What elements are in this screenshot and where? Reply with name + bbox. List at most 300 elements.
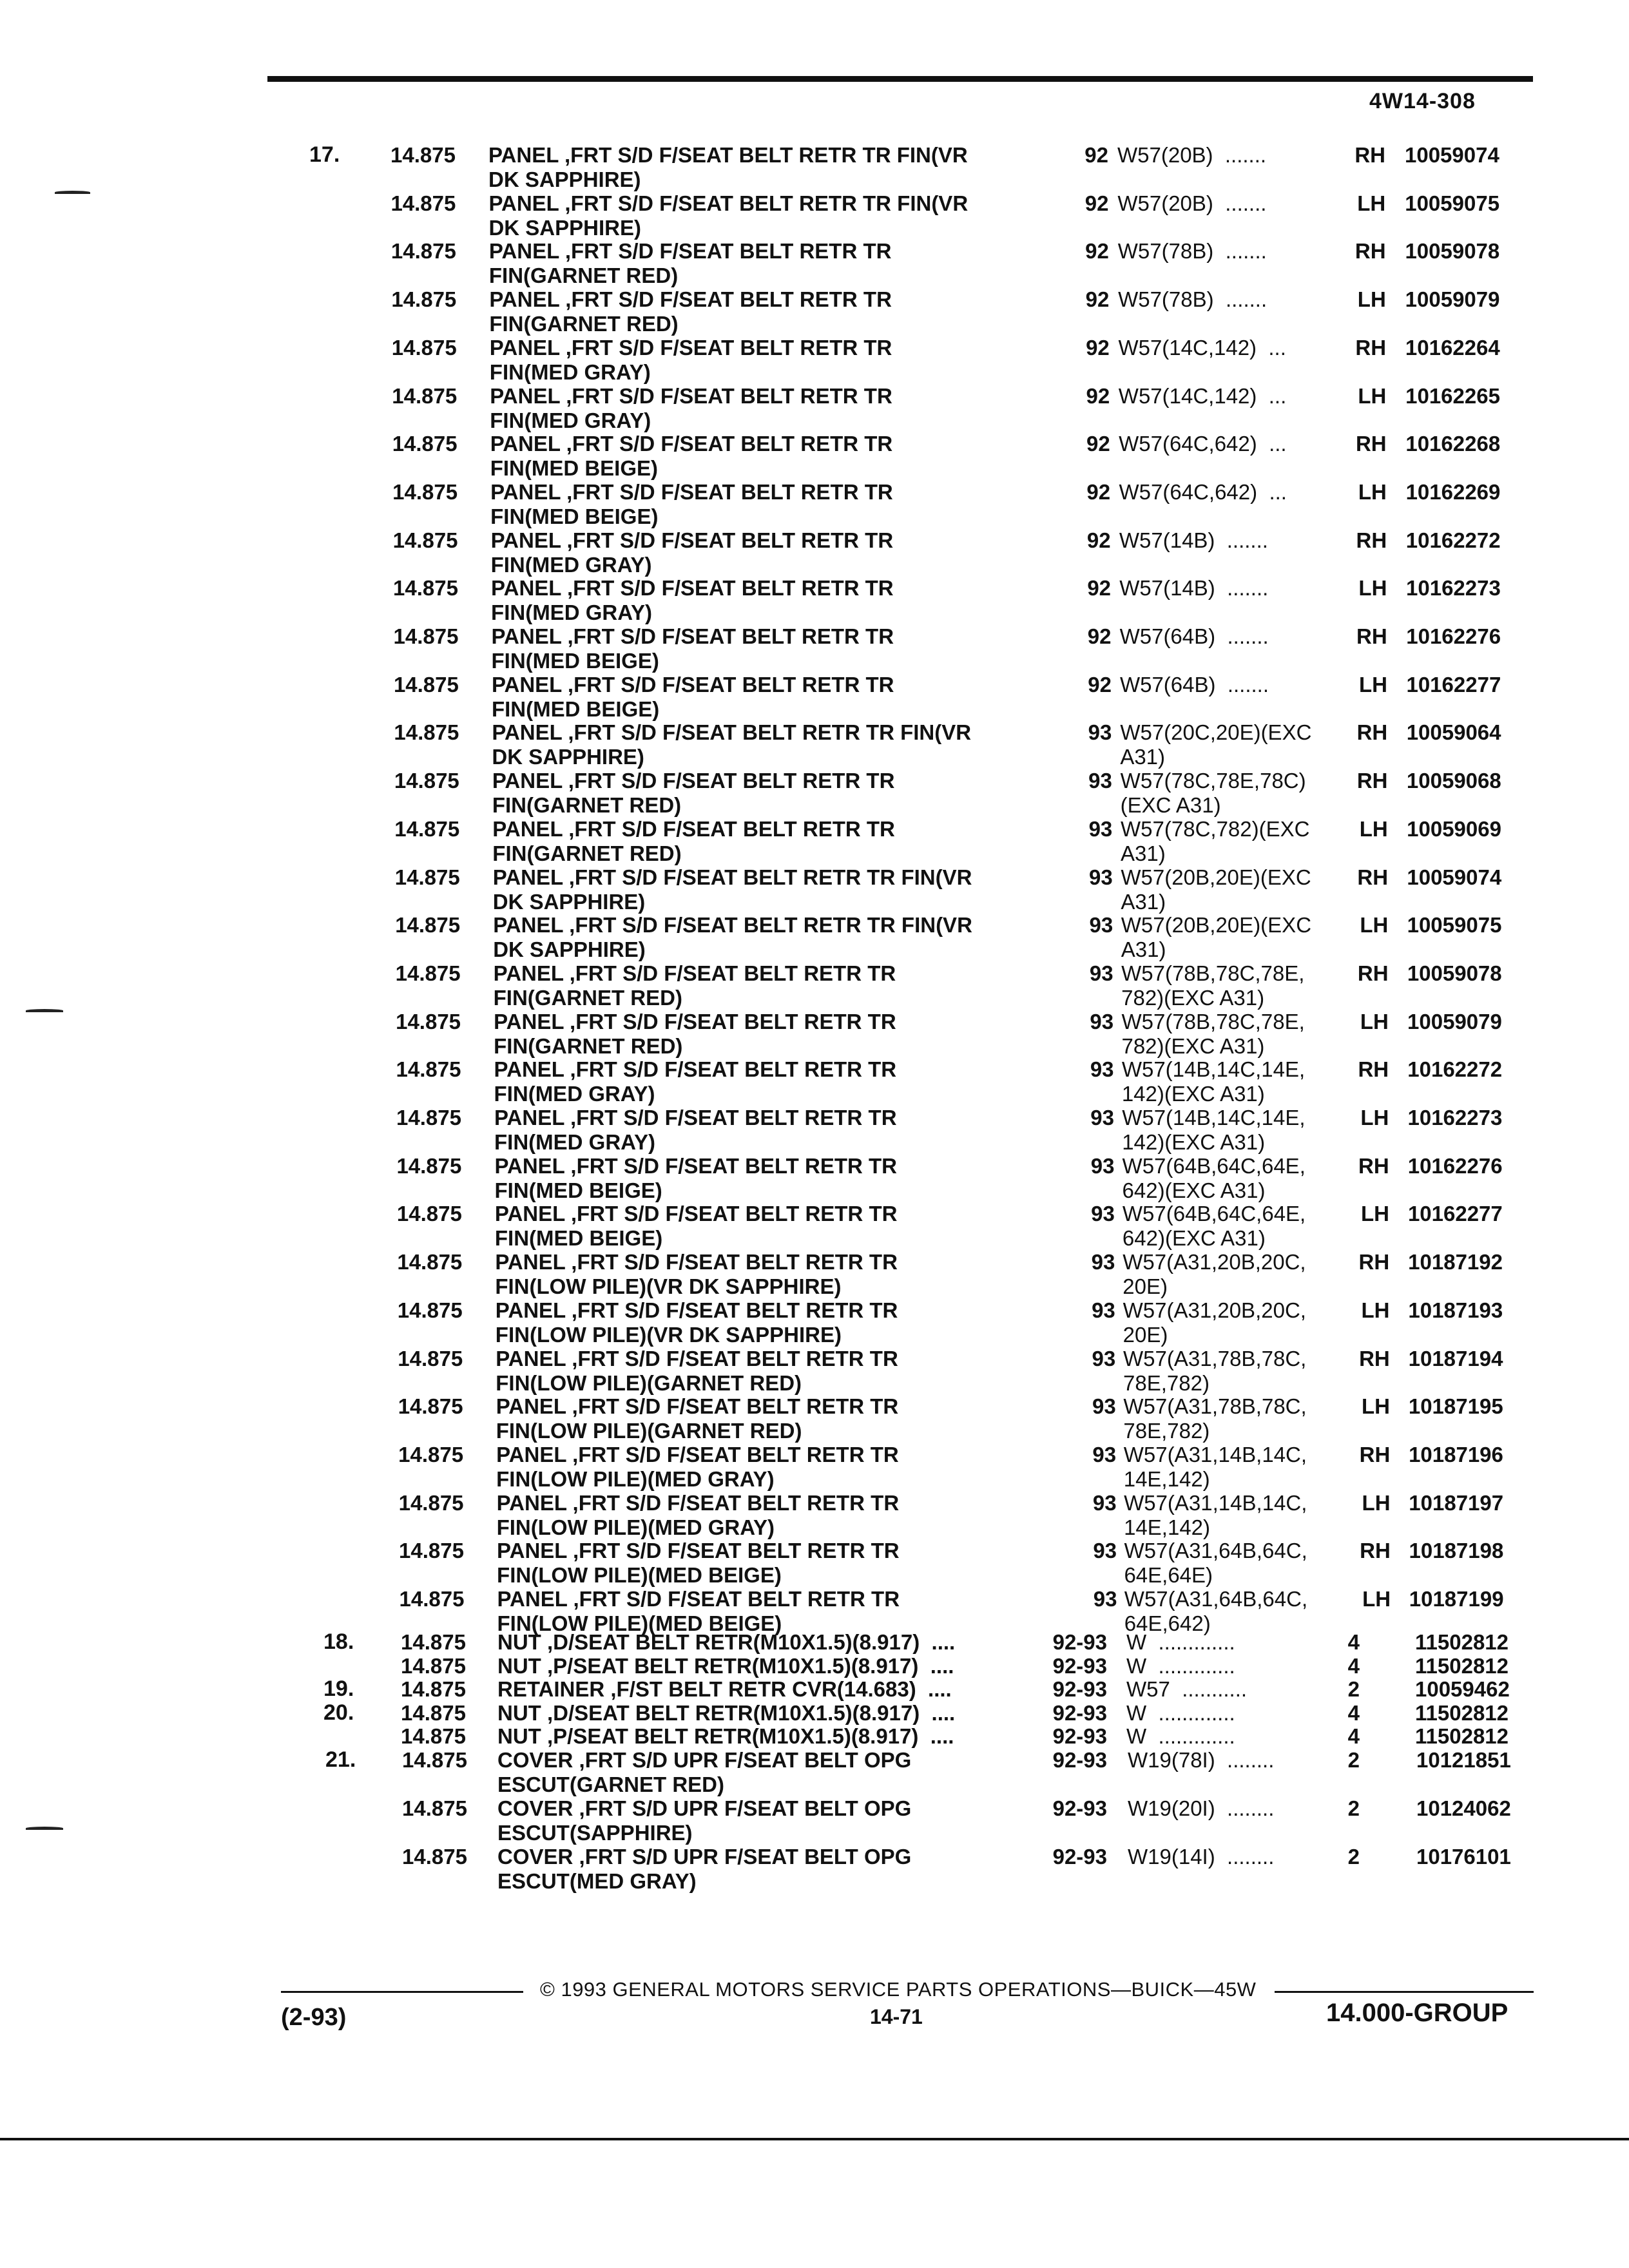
quantity: 2: [1347, 1677, 1360, 1701]
part-description-cont: FIN(MED BEIGE): [491, 697, 660, 721]
footer-rule-right: [1275, 1991, 1534, 1993]
part-number: 10059069: [1407, 817, 1501, 841]
part-description-cont: FIN(GARNET RED): [489, 312, 679, 336]
model-year: 92-93: [1052, 1654, 1107, 1678]
part-number: 10187193: [1408, 1298, 1503, 1322]
model-year: 92-93: [1052, 1724, 1107, 1748]
model-year: 93: [1092, 1347, 1116, 1370]
model-year: 92: [1084, 143, 1108, 167]
table-row: [0, 480, 1629, 528]
model-usage-cont: 642)(EXC A31): [1122, 1226, 1266, 1250]
model-usage: W19(20I) ........: [1128, 1796, 1275, 1820]
part-number: 10187196: [1409, 1443, 1503, 1466]
table-row: [0, 287, 1629, 335]
item-number: 18.: [323, 1629, 354, 1654]
part-description: NUT ,D/SEAT BELT RETR(M10X1.5)(8.917) ....: [497, 1701, 956, 1725]
part-description-cont: FIN(MED GRAY): [490, 553, 652, 577]
model-usage: W57(A31,14B,14C,: [1123, 1443, 1307, 1466]
model-usage: W19(78I) ........: [1128, 1748, 1275, 1772]
hole-punch-mark: [26, 1827, 63, 1830]
table-row: [0, 865, 1629, 913]
part-number: 11502812: [1415, 1701, 1509, 1725]
footer-rule-left: [281, 1991, 523, 1993]
model-usage-cont: A31): [1121, 890, 1166, 914]
side-indicator: LH: [1358, 576, 1387, 600]
table-row: [0, 1298, 1629, 1346]
table-row: [0, 1539, 1629, 1586]
part-number: 10059078: [1407, 961, 1502, 985]
item-number: 20.: [323, 1700, 354, 1725]
model-year: 92-93: [1052, 1630, 1107, 1654]
part-number: 11502812: [1415, 1724, 1509, 1748]
model-usage: W57(14B,14C,14E,: [1122, 1106, 1306, 1129]
table-row: [0, 624, 1629, 672]
table-row: [0, 1394, 1629, 1442]
group-number: 14.875: [394, 769, 459, 793]
group-number: 14.875: [390, 143, 456, 167]
group-number: 14.875: [390, 239, 456, 263]
part-number: 10162265: [1405, 384, 1500, 408]
model-year: 93: [1090, 1154, 1115, 1178]
model-year: 93: [1090, 1057, 1114, 1081]
part-description-cont: FIN(LOW PILE)(VR DK SAPPHIRE): [495, 1274, 842, 1298]
part-number: 10059462: [1415, 1677, 1510, 1701]
model-year: 93: [1089, 865, 1113, 889]
model-year: 92: [1085, 239, 1109, 263]
quantity: 4: [1347, 1724, 1360, 1748]
model-year: 93: [1088, 720, 1112, 744]
part-description-cont: FIN(MED BEIGE): [491, 649, 659, 673]
side-indicator: LH: [1360, 1202, 1389, 1225]
part-description-cont: FIN(GARNET RED): [492, 841, 682, 865]
side-indicator: LH: [1358, 480, 1387, 504]
table-row: [0, 720, 1629, 768]
side-indicator: LH: [1357, 287, 1386, 311]
side-indicator: RH: [1356, 720, 1388, 744]
part-number: 10059064: [1406, 720, 1501, 744]
part-description: PANEL ,FRT S/D F/SEAT BELT RETR TR: [497, 1587, 900, 1611]
group-number: 14.875: [396, 1154, 462, 1178]
model-usage: W19(14I) ........: [1128, 1845, 1275, 1869]
model-usage: W57(64C,642) ...: [1119, 480, 1287, 504]
part-number: 10162273: [1406, 576, 1501, 600]
part-description: PANEL ,FRT S/D F/SEAT BELT RETR TR: [491, 576, 894, 600]
group-number: 14.875: [398, 1394, 463, 1418]
part-description: PANEL ,FRT S/D F/SEAT BELT RETR TR FIN(VR: [493, 913, 972, 937]
table-row: [0, 576, 1629, 624]
part-description: PANEL ,FRT S/D F/SEAT BELT RETR TR: [489, 287, 892, 311]
table-row: [0, 1443, 1629, 1490]
part-number: 10162268: [1405, 432, 1501, 456]
model-year: 92: [1085, 287, 1110, 311]
side-indicator: RH: [1360, 1539, 1391, 1562]
side-indicator: LH: [1362, 1491, 1391, 1515]
hole-punch-mark: [26, 1009, 63, 1012]
group-number: 14.875: [397, 1250, 463, 1274]
side-indicator: LH: [1359, 817, 1388, 841]
table-row: [0, 239, 1629, 287]
part-description: COVER ,FRT S/D UPR F/SEAT BELT OPG: [497, 1845, 912, 1869]
group-number: 14.875: [392, 432, 458, 456]
group-number: 14.875: [396, 1202, 462, 1225]
group-number: 14.875: [391, 336, 457, 360]
side-indicator: LH: [1358, 384, 1387, 408]
model-usage: W57(A31,78B,78C,: [1123, 1394, 1307, 1418]
part-number: 10162272: [1405, 528, 1501, 552]
model-year: 93: [1092, 1491, 1117, 1515]
model-usage-cont: 78E,782): [1123, 1371, 1210, 1395]
model-usage: W57(A31,20B,20C,: [1123, 1298, 1306, 1322]
model-usage: W57(78C,78E,78C): [1120, 769, 1306, 793]
group-number: 14.875: [393, 673, 459, 697]
model-year: 93: [1093, 1539, 1117, 1562]
group-number: 14.875: [396, 1057, 461, 1081]
part-description: PANEL ,FRT S/D F/SEAT BELT RETR TR: [494, 1057, 897, 1081]
model-year: 92: [1087, 576, 1112, 600]
part-description-cont: FIN(LOW PILE)(GARNET RED): [496, 1419, 802, 1443]
table-row: [0, 913, 1629, 961]
group-number: 14.875: [396, 1010, 461, 1033]
part-number: 10059078: [1405, 239, 1500, 263]
part-description-cont: FIN(GARNET RED): [492, 793, 682, 817]
group-number: 14.875: [394, 720, 459, 744]
part-description-cont: FIN(LOW PILE)(MED BEIGE): [497, 1563, 782, 1587]
model-usage-cont: 782)(EXC A31): [1121, 1034, 1265, 1058]
model-usage-cont: 142)(EXC A31): [1121, 1082, 1265, 1106]
part-description: PANEL ,FRT S/D F/SEAT BELT RETR TR: [496, 1347, 898, 1370]
part-number: 10059079: [1407, 1010, 1502, 1033]
table-row: [0, 432, 1629, 479]
part-description: PANEL ,FRT S/D F/SEAT BELT RETR TR: [488, 239, 892, 263]
part-description: NUT ,D/SEAT BELT RETR(M10X1.5)(8.917) ....: [497, 1630, 956, 1654]
part-description-cont: DK SAPPHIRE): [488, 216, 641, 240]
model-usage: W57(A31,64B,64C,: [1124, 1539, 1307, 1562]
part-description: PANEL ,FRT S/D F/SEAT BELT RETR TR: [497, 1539, 900, 1562]
group-title: 14.000-GROUP: [1326, 1999, 1509, 2027]
quantity: 4: [1347, 1630, 1360, 1654]
part-description: PANEL ,FRT S/D F/SEAT BELT RETR TR: [492, 817, 895, 841]
model-usage: W .............: [1126, 1701, 1235, 1725]
model-usage: W57(20B) .......: [1117, 143, 1267, 167]
group-number: 14.875: [401, 1630, 466, 1654]
part-description: PANEL ,FRT S/D F/SEAT BELT RETR TR: [496, 1394, 899, 1418]
part-number: 10162272: [1407, 1057, 1503, 1081]
part-description: PANEL ,FRT S/D F/SEAT BELT RETR TR FIN(VR: [488, 143, 968, 167]
table-row: [0, 1724, 1629, 1749]
group-number: 14.875: [401, 1654, 466, 1678]
part-number: 10187199: [1409, 1587, 1504, 1611]
group-number: 14.875: [398, 1491, 464, 1515]
part-description-cont: FIN(LOW PILE)(VR DK SAPPHIRE): [495, 1323, 842, 1347]
group-number: 14.875: [399, 1587, 465, 1611]
side-indicator: RH: [1358, 1250, 1390, 1274]
part-description-cont: FIN(MED GRAY): [494, 1130, 655, 1154]
part-number: 10187198: [1409, 1539, 1504, 1562]
model-usage-cont: A31): [1120, 745, 1166, 769]
part-description: PANEL ,FRT S/D F/SEAT BELT RETR TR: [490, 480, 893, 504]
quantity: 4: [1347, 1701, 1360, 1725]
model-usage: W57(20B,20E)(EXC: [1121, 865, 1311, 889]
model-year: 92: [1086, 336, 1110, 360]
part-number: 10162273: [1407, 1106, 1503, 1129]
item-number: 19.: [323, 1677, 354, 1701]
group-number: 14.875: [402, 1845, 467, 1869]
page-bottom-rule: [0, 2138, 1629, 2140]
part-number: 10059074: [1405, 143, 1499, 167]
table-row: [0, 1154, 1629, 1202]
part-description-cont: ESCUT(MED GRAY): [497, 1869, 697, 1893]
part-description: RETAINER ,F/ST BELT RETR CVR(14.683) ....: [497, 1677, 952, 1701]
table-row: [0, 528, 1629, 576]
part-number: 11502812: [1415, 1630, 1509, 1654]
part-description: PANEL ,FRT S/D F/SEAT BELT RETR TR: [489, 336, 892, 360]
table-row: [0, 1796, 1629, 1844]
side-indicator: RH: [1354, 143, 1385, 167]
model-usage: W57(78B) .......: [1118, 287, 1268, 311]
part-description: NUT ,P/SEAT BELT RETR(M10X1.5)(8.917) ....: [497, 1724, 954, 1748]
model-usage: W .............: [1126, 1724, 1235, 1748]
part-description-cont: FIN(GARNET RED): [494, 1034, 683, 1058]
side-indicator: LH: [1360, 1106, 1389, 1129]
table-row: [0, 1491, 1629, 1539]
part-number: 10187197: [1409, 1491, 1504, 1515]
side-indicator: RH: [1359, 1347, 1390, 1370]
part-number: 10162269: [1405, 480, 1501, 504]
item-number: 21.: [325, 1747, 356, 1772]
model-usage-cont: 64E,642): [1124, 1611, 1211, 1635]
side-indicator: LH: [1362, 1587, 1391, 1611]
group-number: 14.875: [395, 961, 461, 985]
quantity: 2: [1347, 1796, 1360, 1820]
model-usage: W57(20C,20E)(EXC: [1120, 720, 1312, 744]
part-description-cont: FIN(MED GRAY): [490, 408, 651, 432]
side-indicator: RH: [1354, 239, 1386, 263]
side-indicator: LH: [1357, 191, 1386, 215]
revision-date: (2-93): [281, 2004, 347, 2031]
model-usage: W57(64B) .......: [1119, 673, 1269, 697]
part-description: PANEL ,FRT S/D F/SEAT BELT RETR TR: [494, 1202, 898, 1225]
part-description: PANEL ,FRT S/D F/SEAT BELT RETR TR: [494, 1010, 896, 1033]
model-usage-cont: 20E): [1123, 1274, 1168, 1298]
quantity: 4: [1347, 1654, 1360, 1678]
part-number: 10187195: [1408, 1394, 1503, 1418]
part-description: COVER ,FRT S/D UPR F/SEAT BELT OPG: [497, 1796, 912, 1820]
part-number: 10187194: [1408, 1347, 1503, 1370]
part-description: PANEL ,FRT S/D F/SEAT BELT RETR TR: [490, 384, 892, 408]
model-usage: W57(64C,642) ...: [1119, 432, 1287, 456]
model-year: 93: [1089, 913, 1113, 937]
model-year: 92-93: [1052, 1748, 1107, 1772]
part-number: 10176101: [1416, 1845, 1511, 1869]
model-year: 93: [1089, 961, 1113, 985]
group-number: 14.875: [392, 384, 458, 408]
part-description: PANEL ,FRT S/D F/SEAT BELT RETR TR FIN(VR: [492, 720, 972, 744]
model-year: 93: [1092, 1298, 1115, 1322]
part-number: 11502812: [1415, 1654, 1509, 1678]
model-year: 93: [1088, 769, 1112, 793]
model-year: 92: [1086, 432, 1110, 456]
part-description-cont: FIN(MED BEIGE): [494, 1226, 663, 1250]
side-indicator: RH: [1358, 1057, 1389, 1081]
model-usage: W57(14C,142) ...: [1118, 384, 1287, 408]
part-description-cont: FIN(MED BEIGE): [494, 1178, 662, 1202]
model-usage: W57(14B,14C,14E,: [1121, 1057, 1306, 1081]
part-description-cont: FIN(MED BEIGE): [490, 505, 659, 528]
group-number: 14.875: [401, 1677, 466, 1701]
model-usage: W .............: [1126, 1654, 1235, 1678]
table-row: [0, 1845, 1629, 1892]
side-indicator: RH: [1355, 336, 1387, 360]
part-description: PANEL ,FRT S/D F/SEAT BELT RETR TR: [496, 1443, 899, 1466]
model-usage: W57(64B) .......: [1119, 624, 1269, 648]
part-description: PANEL ,FRT S/D F/SEAT BELT RETR TR: [495, 1250, 898, 1274]
table-row: [0, 1057, 1629, 1105]
group-number: 14.875: [390, 191, 456, 215]
part-description: PANEL ,FRT S/D F/SEAT BELT RETR TR FIN(VR: [492, 865, 972, 889]
model-usage: W57(78B,78C,78E,: [1121, 961, 1305, 985]
side-indicator: RH: [1356, 624, 1387, 648]
model-year: 92-93: [1052, 1701, 1107, 1725]
group-number: 14.875: [393, 624, 459, 648]
side-indicator: LH: [1362, 1394, 1391, 1418]
group-number: 14.875: [392, 528, 458, 552]
model-year: 93: [1090, 1010, 1114, 1033]
model-usage: W57(64B,64C,64E,: [1122, 1202, 1306, 1225]
part-description-cont: FIN(LOW PILE)(MED BEIGE): [497, 1611, 782, 1635]
side-indicator: RH: [1355, 432, 1387, 456]
table-row: [0, 336, 1629, 383]
model-year: 93: [1090, 1106, 1114, 1129]
part-description-cont: DK SAPPHIRE): [492, 745, 644, 769]
side-indicator: LH: [1358, 673, 1387, 697]
copyright-notice: © 1993 GENERAL MOTORS SERVICE PARTS OPERATIONS—BUICK—45W: [540, 1978, 1257, 2001]
side-indicator: LH: [1361, 1298, 1390, 1322]
part-description-cont: FIN(GARNET RED): [493, 986, 682, 1010]
side-indicator: LH: [1360, 913, 1389, 937]
quantity: 2: [1347, 1845, 1360, 1869]
part-number: 10059075: [1407, 913, 1502, 937]
model-year: 93: [1091, 1202, 1115, 1225]
table-row: [0, 1654, 1629, 1678]
part-description-cont: ESCUT(GARNET RED): [497, 1773, 724, 1796]
table-row: [0, 384, 1629, 432]
part-number: 10121851: [1416, 1748, 1511, 1772]
side-indicator: RH: [1356, 528, 1387, 552]
model-year: 92: [1087, 624, 1112, 648]
model-year: 93: [1093, 1587, 1117, 1611]
part-description-cont: FIN(MED GRAY): [491, 601, 652, 624]
model-usage: W57 ...........: [1126, 1677, 1248, 1701]
model-usage-cont: 642)(EXC A31): [1122, 1178, 1266, 1202]
part-description: PANEL ,FRT S/D F/SEAT BELT RETR TR: [492, 769, 895, 793]
model-usage-cont: (EXC A31): [1120, 793, 1221, 817]
part-description: PANEL ,FRT S/D F/SEAT BELT RETR TR: [490, 432, 893, 456]
group-number: 14.875: [393, 576, 458, 600]
model-year: 92-93: [1052, 1677, 1107, 1701]
part-description-cont: DK SAPPHIRE): [492, 890, 646, 914]
part-description-cont: FIN(MED BEIGE): [490, 456, 659, 480]
part-description-cont: DK SAPPHIRE): [488, 168, 641, 191]
model-year: 92-93: [1052, 1845, 1107, 1869]
table-row: [0, 817, 1629, 865]
model-year: 92: [1086, 384, 1110, 408]
part-description: PANEL ,FRT S/D F/SEAT BELT RETR TR: [490, 528, 894, 552]
model-year: 93: [1092, 1443, 1117, 1466]
model-usage: W .............: [1126, 1630, 1235, 1654]
group-number: 14.875: [401, 1724, 466, 1748]
part-number: 10059075: [1405, 191, 1500, 215]
table-row: [0, 1630, 1629, 1655]
model-usage-cont: A31): [1121, 841, 1166, 865]
table-row: [0, 1106, 1629, 1153]
group-number: 14.875: [394, 865, 460, 889]
table-row: [0, 1701, 1629, 1725]
table-row: [0, 1677, 1629, 1702]
part-number: 10187192: [1408, 1250, 1503, 1274]
part-description: PANEL ,FRT S/D F/SEAT BELT RETR TR: [491, 673, 894, 697]
part-description: PANEL ,FRT S/D F/SEAT BELT RETR TR: [491, 624, 894, 648]
part-number: 10059074: [1407, 865, 1502, 889]
side-indicator: RH: [1358, 1154, 1389, 1178]
group-number: 14.875: [391, 287, 457, 311]
part-number: 10059068: [1406, 769, 1501, 793]
part-number: 10124062: [1416, 1796, 1511, 1820]
table-row: [0, 673, 1629, 720]
side-indicator: RH: [1357, 961, 1389, 985]
part-number: 10162277: [1407, 1202, 1503, 1225]
model-usage: W57(64B,64C,64E,: [1122, 1154, 1306, 1178]
part-description: NUT ,P/SEAT BELT RETR(M10X1.5)(8.917) ....: [497, 1654, 954, 1678]
model-usage-cont: 20E): [1123, 1323, 1168, 1347]
model-usage: W57(78B,78C,78E,: [1121, 1010, 1305, 1033]
model-usage-cont: 78E,782): [1123, 1419, 1210, 1443]
group-number: 14.875: [399, 1539, 464, 1562]
part-description-cont: DK SAPPHIRE): [493, 937, 646, 961]
page-number: 14-71: [870, 2005, 923, 2028]
model-year: 92-93: [1052, 1796, 1107, 1820]
side-indicator: LH: [1360, 1010, 1389, 1033]
group-number: 14.875: [397, 1298, 463, 1322]
group-number: 14.875: [394, 817, 460, 841]
model-year: 92: [1088, 673, 1112, 697]
model-usage: W57(20B) .......: [1117, 191, 1267, 215]
part-description-cont: FIN(LOW PILE)(GARNET RED): [496, 1371, 802, 1395]
group-number: 14.875: [398, 1443, 464, 1466]
part-description-cont: FIN(MED GRAY): [494, 1082, 655, 1106]
group-number: 14.875: [401, 1701, 466, 1725]
group-number: 14.875: [402, 1748, 467, 1772]
table-row: [0, 1010, 1629, 1057]
model-usage-cont: A31): [1121, 937, 1166, 961]
part-description: PANEL ,FRT S/D F/SEAT BELT RETR TR: [496, 1491, 900, 1515]
part-description-cont: ESCUT(SAPPHIRE): [497, 1821, 693, 1845]
group-number: 14.875: [402, 1796, 467, 1820]
quantity: 2: [1347, 1748, 1360, 1772]
part-description: COVER ,FRT S/D UPR F/SEAT BELT OPG: [497, 1748, 912, 1772]
model-usage: W57(14B) .......: [1119, 576, 1269, 600]
part-description: PANEL ,FRT S/D F/SEAT BELT RETR TR: [495, 1298, 898, 1322]
model-year: 92: [1084, 191, 1109, 215]
header-rule: [267, 76, 1533, 82]
part-number: 10162277: [1406, 673, 1501, 697]
side-indicator: RH: [1357, 865, 1389, 889]
part-description: PANEL ,FRT S/D F/SEAT BELT RETR TR: [493, 961, 896, 985]
part-description-cont: FIN(LOW PILE)(MED GRAY): [496, 1515, 775, 1539]
table-row: [0, 191, 1629, 239]
model-usage: W57(A31,78B,78C,: [1123, 1347, 1307, 1370]
model-usage-cont: 142)(EXC A31): [1122, 1130, 1266, 1154]
model-usage-cont: 782)(EXC A31): [1121, 986, 1265, 1010]
